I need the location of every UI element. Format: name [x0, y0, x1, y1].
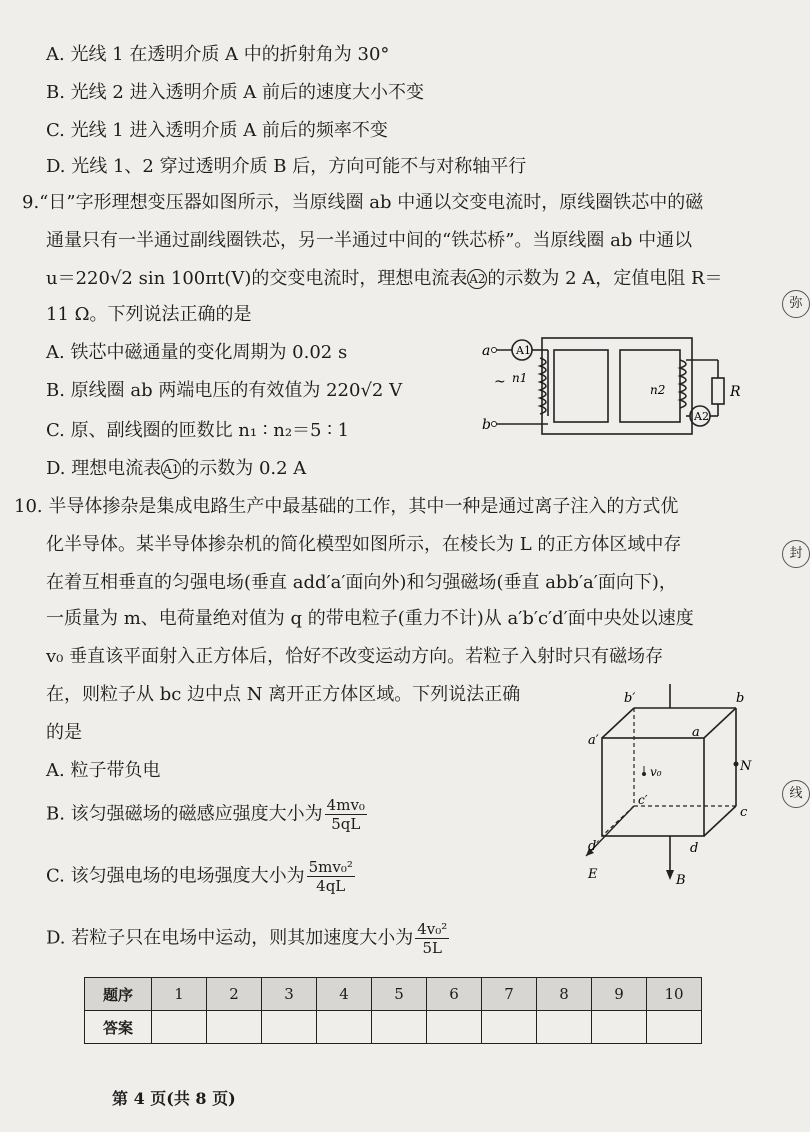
- question-number-6: 6: [427, 978, 482, 1011]
- transformer-diagram: [482, 330, 752, 442]
- vertex-c-label: c: [740, 805, 748, 820]
- q10-stem-line6: 在，则粒子从 bc 边中点 N 离开正方体区域。下列说法正确: [46, 684, 521, 705]
- q10-option-d: D. 若粒子只在电场中运动，则其加速度大小为 $\frac{\text{4v₀²}}{5L}$: [46, 920, 448, 957]
- vertex-a-label: a: [692, 725, 700, 740]
- answer-cell-4[interactable]: [317, 1011, 372, 1044]
- question-number-8: 8: [537, 978, 592, 1011]
- answer-cell-7[interactable]: [482, 1011, 537, 1044]
- resistor-r-label: R: [730, 384, 741, 400]
- answer-cell-8[interactable]: [537, 1011, 592, 1044]
- q10-option-a: A. 粒子带负电: [46, 760, 161, 781]
- q9-stem-line2: 通量只有一半通过副线圈铁芯，另一半通过中间的“铁芯桥”。当原线圈 ab 中通以: [46, 230, 693, 251]
- electric-field-e-label: E: [588, 867, 598, 882]
- q8-option-d: D. 光线 1、2 穿过透明介质 B 后，方向可能不与对称轴平行: [46, 156, 527, 177]
- magnetic-field-b-label: B: [676, 873, 686, 888]
- page-footer: 第 4 页(共 8 页): [112, 1089, 236, 1108]
- vertex-d-prime-label: d′: [588, 839, 600, 854]
- answer-cell-10[interactable]: [647, 1011, 702, 1044]
- n2-label: n2: [650, 383, 666, 397]
- terminal-b-label: b: [482, 417, 491, 433]
- q8-option-a: A. 光线 1 在透明介质 A 中的折射角为 30°: [46, 44, 390, 65]
- q10-stem-line4: 一质量为 m、电荷量绝对值为 q 的带电粒子(重力不计)从 a′b′c′d′面中央处以速度: [46, 608, 694, 629]
- side-mark-2: 封: [782, 540, 810, 568]
- q9-stem-line1: 9.“日”字形理想变压器如图所示，当原线圈 ab 中通以交变电流时，原线圈铁芯中的磁: [22, 192, 704, 213]
- answer-table: [84, 977, 702, 1044]
- q9-stem-line4: 11 Ω。下列说法正确的是: [46, 304, 252, 325]
- question-number-9: 9: [592, 978, 647, 1011]
- answer-cell-1[interactable]: [152, 1011, 207, 1044]
- q9-option-a: A. 铁芯中磁通量的变化周期为 0.02 s: [46, 342, 348, 363]
- q10-option-b: B. 该匀强磁场的磁感应强度大小为 $\frac{\text{4mv₀}}{5qL}$: [46, 796, 365, 833]
- q10-stem-line5: v₀ 垂直该平面射入正方体后，恰好不改变运动方向。若粒子入射时只有磁场存: [46, 646, 664, 667]
- q9-option-d: D. 理想电流表 A1 的示数为 0.2 A: [46, 458, 307, 479]
- velocity-v0-label: v₀: [650, 765, 662, 779]
- ac-source-symbol: ~: [494, 374, 506, 390]
- ammeter-a2-label: A2: [694, 410, 709, 423]
- ammeter-a2-symbol: A2: [467, 269, 487, 289]
- side-mark-1: 弥: [782, 290, 810, 318]
- resistor-r: [712, 378, 724, 404]
- question-number-10: 10: [647, 978, 702, 1011]
- answer-cell-6[interactable]: [427, 1011, 482, 1044]
- question-number-7: 7: [482, 978, 537, 1011]
- answer-table-header-row: [85, 978, 702, 1011]
- answer-cell-3[interactable]: [262, 1011, 317, 1044]
- question-number-header: 题序: [85, 978, 152, 1011]
- cube-diagram: [580, 680, 780, 890]
- vertex-b-prime-label: b′: [624, 691, 636, 706]
- answer-row-header: 答案: [85, 1011, 152, 1044]
- q8-option-c: C. 光线 1 进入透明介质 A 前后的频率不变: [46, 120, 388, 141]
- q10-stem-line1: 10. 半导体掺杂是集成电路生产中最基础的工作，其中一种是通过离子注入的方式优: [14, 496, 679, 517]
- q10-stem-line7: 的是: [46, 722, 82, 743]
- vertex-d-label: d: [690, 841, 699, 856]
- question-number-2: 2: [207, 978, 262, 1011]
- terminal-a-label: a: [482, 343, 491, 359]
- q10-stem-line2: 化半导体。某半导体掺杂机的简化模型如图所示，在棱长为 L 的正方体区域中存: [46, 534, 682, 555]
- question-number-1: 1: [152, 978, 207, 1011]
- point-n-label: N: [740, 759, 752, 774]
- answer-cell-9[interactable]: [592, 1011, 647, 1044]
- question-number-4: 4: [317, 978, 372, 1011]
- q10-stem-line3: 在着互相垂直的匀强电场(垂直 add′a′面向外)和匀强磁场(垂直 abb′a′面向下)，: [46, 572, 677, 593]
- q9-option-b: B. 原线圈 ab 两端电压的有效值为 220√2 V: [46, 380, 403, 401]
- ammeter-a1-label: A1: [516, 344, 531, 357]
- q9-option-c: C. 原、副线圈的匝数比 n₁ ∶ n₂＝5 ∶ 1: [46, 420, 350, 441]
- answer-cell-2[interactable]: [207, 1011, 262, 1044]
- answer-table-answer-row: [85, 1011, 702, 1044]
- q10-option-c: C. 该匀强电场的电场强度大小为 $\frac{\text{5mv₀²}}{4qL}$: [46, 858, 353, 895]
- n1-label: n1: [512, 371, 528, 385]
- question-number-5: 5: [372, 978, 427, 1011]
- q9-stem-line3: u＝220√2 sin 100πt(V)的交变电流时，理想电流表 A2 的示数为 2 A，定值电阻 R＝: [46, 268, 723, 289]
- vertex-b-label: b: [736, 691, 745, 706]
- side-mark-3: 线: [782, 780, 810, 808]
- vertex-a-prime-label: a′: [588, 733, 599, 748]
- question-number-3: 3: [262, 978, 317, 1011]
- q8-option-b: B. 光线 2 进入透明介质 A 前后的速度大小不变: [46, 82, 425, 103]
- vertex-c-prime-label: c′: [638, 793, 648, 807]
- answer-cell-5[interactable]: [372, 1011, 427, 1044]
- ammeter-a1-symbol: A1: [161, 459, 181, 479]
